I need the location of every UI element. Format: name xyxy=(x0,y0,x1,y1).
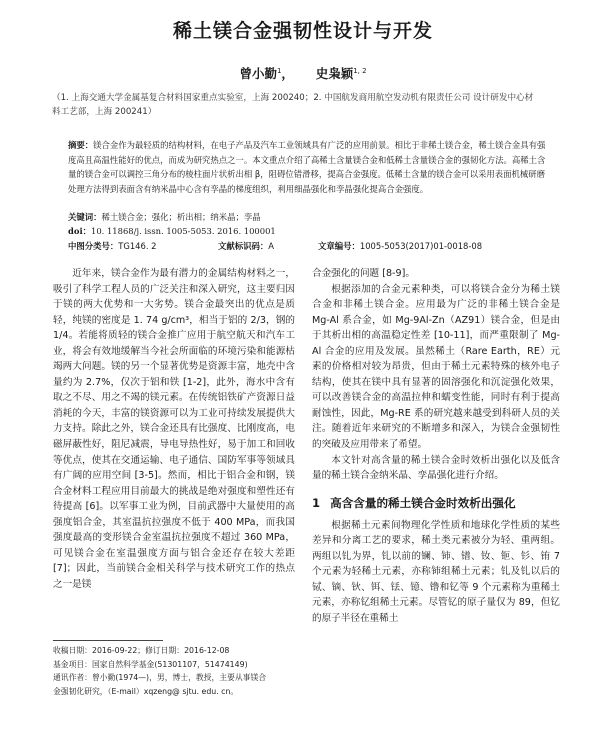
affiliation-line: 料工艺部，上海 200241） xyxy=(52,107,157,117)
clc-code xyxy=(68,240,157,252)
author-name: 曾小勤 xyxy=(239,66,277,81)
affiliations xyxy=(52,91,558,119)
right-column xyxy=(312,266,560,626)
body-paragraph: 根据添加的合金元素种类，可以将镁合金分为稀土镁合金和非稀土镁合金。应用最为广泛的非稀土镁合金是 Mg-Al 系合金，如 Mg-9Al-Zn（AZ91）镁合金，但是由于其析出相的高温稳定性差 [10-11]，而严重限制了 Mg-Al 合金的应用及发展。虽然稀土（Rare Earth，RE）元素的价格相对较为昂贵，但由于稀土元素特殊的核外电子结构，使其在镁中具有显著的固溶强化和沉淀强化效果，可以改善镁合金的高温拉伸和蠕变性能，同时有利于提高耐蚀性，因此，Mg-RE 系的研究越来越受到科研人员的关注。随着近年来研究的不断增多和深入，为镁合金强韧性的突破及应用带来了希望。 xyxy=(312,283,560,451)
doc-code-label: 文献标识码： xyxy=(218,241,269,251)
keywords-label: 关键词： xyxy=(68,212,102,222)
author-affil-mark: 1, 2 xyxy=(353,66,367,75)
clc-label: 中图分类号： xyxy=(68,241,119,251)
article-number xyxy=(318,240,482,252)
author-name: 史枭颖 xyxy=(315,66,354,81)
footnotes xyxy=(53,644,298,698)
body-paragraph: 近年来，镁合金作为最有潜力的金属结构材料之一，吸引了科学工程人员的广泛关注和深入研究，这主要归因于镁的两大优势和一大劣势。镁合金最突出的优点是质轻，纯镁的密度是 1. 74 g/cm³，相当于铝的 2/3，钢的 1/4。若能将质轻的镁合金推广应用于航空航天和汽车工业，将会有效地缓解当今社会所面临的环境污染和能源枯竭两大问题。镁的另一个显著优势是资源丰富，地壳中含量约为 2.7%，仅次于铝和铁 [1-2]，此外，海水中含有取之不尽、用之不竭的镁元素。在传统铝铁矿产资源日益消耗的今天，丰富的镁资源可以为工业可持续发展提供大力支持。除此之外，镁合金还具有比强度、比刚度高，电磁屏蔽性好，阻尼减震，导电导热性好，易于加工和回收等优点，使其在交通运输、电子通信、国防军事等领域具有广阔的应用空间 [3-5]。然而，相比于铝合金和钢，镁合金材料工程应用目前最大的挑战是绝对强度和塑性还有待提高 [6]。以军事工业为例，目前武器中大量使用的高强度铝合金，其室温抗拉强度不低于 400 MPa，而我国强度最高的变形镁合金室温抗拉强度不超过 360 MPa，可见镁合金在室温强度方面与铝合金还存在较大差距 [7]；因此，当前镁合金相关科学与技术研究工作的热点之一是镁 xyxy=(53,268,295,590)
doi-label: doi： xyxy=(68,226,91,236)
doi xyxy=(68,225,276,237)
doc-code-value: A xyxy=(268,241,274,251)
section-number: 1 xyxy=(312,495,321,510)
footnote-fund: 基金项目：国家自然科学基金(51301107，51474149) xyxy=(53,659,248,669)
author-list: 曾小勤$^1$， 史枭颖$^{1, 2}$ xyxy=(239,66,367,81)
footnote-received: 收稿日期：2016-09-22；修订日期：2016-12-08 xyxy=(53,646,230,655)
left-column xyxy=(53,266,295,592)
author-affil-mark: 1 xyxy=(276,66,282,75)
paper-title: 稀土镁合金强韧性设计与开发 xyxy=(172,20,433,42)
body-paragraph: 合金强化的问题 [8-9]。 xyxy=(312,268,415,279)
footnote-author: 金强韧化研究，（E-mail）xqzeng@ sjtu. edu. cn。 xyxy=(53,686,239,696)
body-paragraph: 本文针对高含量的稀土镁合金时效析出强化以及低含量的稀土镁合金纳米晶、孪晶强化进行介绍。 xyxy=(312,454,560,482)
abstract-label: 摘要： xyxy=(68,140,94,150)
abstract-text: 镁合金作为最轻质的结构材料，在电子产品及汽车工业领域具有广泛的应用前景。相比于非稀土镁合金，稀土镁合金具有强度高且高温性能好的优点，而成为研究热点之一。本文重点介绍了高稀土含量镁合金和低稀土含量镁合金的强韧化方法。高稀土含量的镁合金可以调控三角分布的棱柱面片状析出相 β，阻碍位错滑移，提高合金强度。低稀土含量的镁合金可以采用表面机械研磨处理方法得到表面含有纳米晶中心含有孪晶的梯度组织，利用细晶强化和孪晶强化提高合金强度。 xyxy=(68,140,546,194)
clc-value: TG146. 2 xyxy=(118,241,157,251)
section-title: 高含含量的稀土镁合金时效析出强化 xyxy=(330,495,516,510)
abstract xyxy=(68,138,548,196)
doc-code xyxy=(218,240,274,252)
affiliation-line: （1. 上海交通大学金属基复合材料国家重点实验室，上海 200240；2. 中国航发商用航空发动机有限责任公司 设计研发中心材 xyxy=(52,93,534,103)
article-number-value: 1005-5053(2017)01-0018-08 xyxy=(359,241,483,251)
article-number-label: 文章编号： xyxy=(318,241,360,251)
footnote-divider xyxy=(53,640,163,641)
keywords xyxy=(68,211,261,223)
body-paragraph: 根据稀土元素间物理化学性质和地球化学性质的某些差异和分离工艺的要求，稀土类元素被分为轻、重两组。两组以钆为界，钆以前的镧、铈、镨、钕、钷、钐、铕 7 个元素为轻稀土元素，亦称铈组稀土元素；钆及钆以后的铽、镝、钬、铒、铥、镱、镥和钇等 9 个元素称为重稀土元素，亦称钇组稀土元素。尽管钇的原子量仅为 89，但钇的原子半径在重稀土 xyxy=(312,519,560,624)
footnote-author: 通讯作者：曾小勤(1974—)，男，博士，教授，主要从事镁合 xyxy=(53,673,267,682)
keywords-text: 稀土镁合金；强化；析出相；纳米晶；孪晶 xyxy=(101,212,261,222)
doi-value: 10. 11868/j. issn. 1005-5053. 2016. 100001 xyxy=(91,226,276,236)
section-heading xyxy=(312,494,560,512)
